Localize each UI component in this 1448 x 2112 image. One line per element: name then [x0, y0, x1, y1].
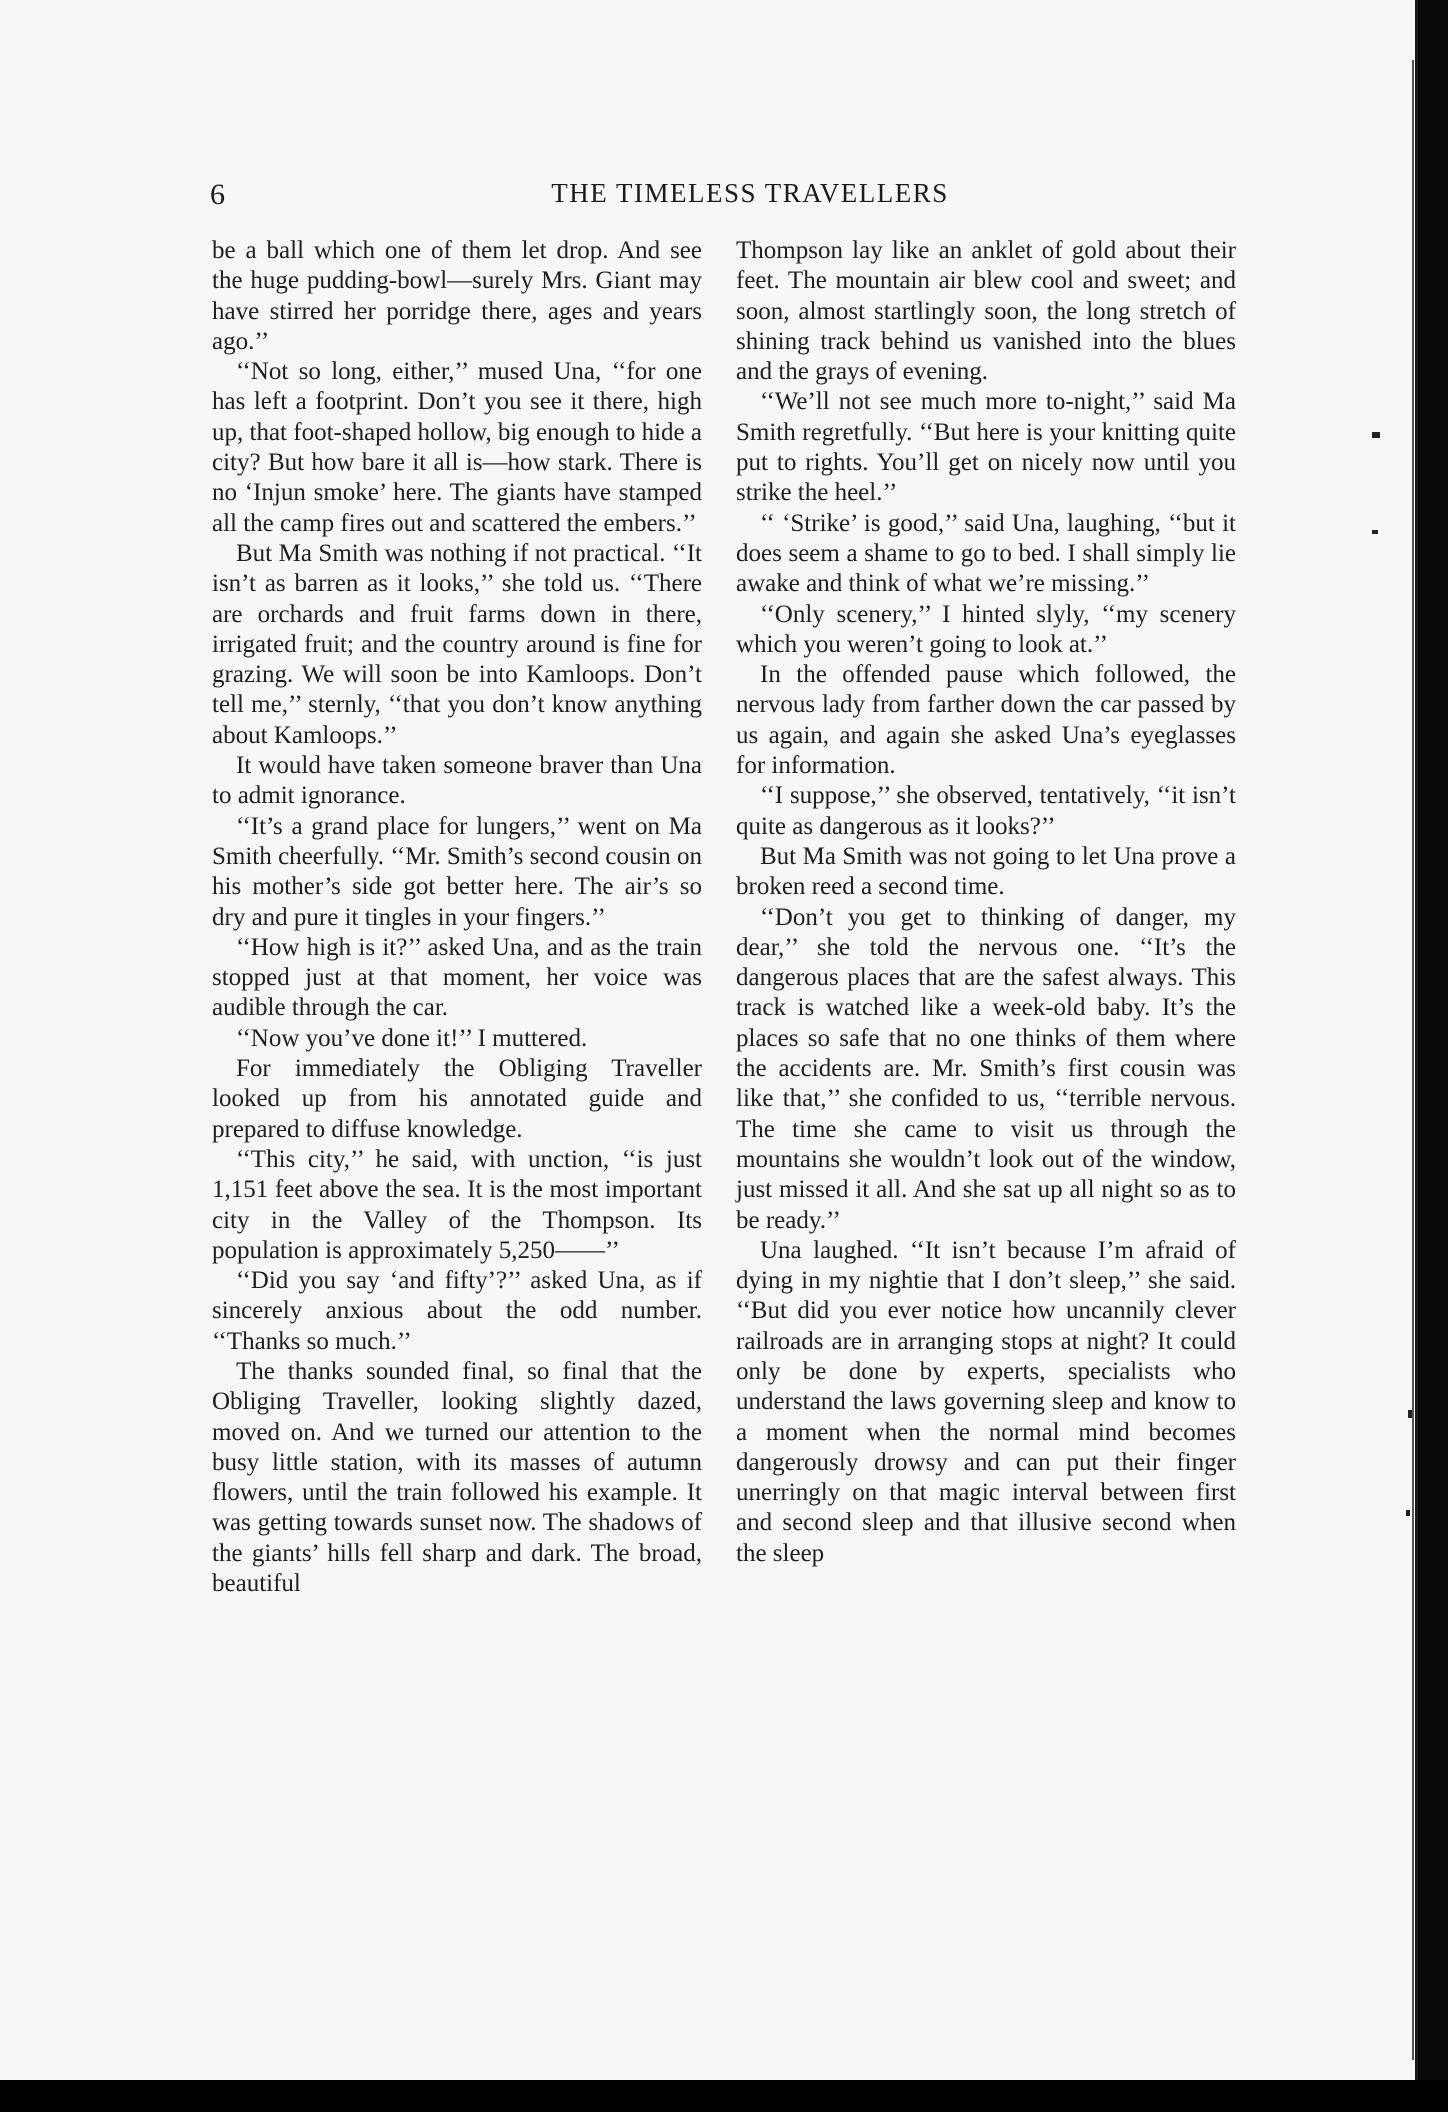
paragraph: ‘‘How high is it?’’ asked Una, and as the train stopped just at that moment, her voice was audible through the car. [212, 933, 702, 1022]
left-column [212, 236, 702, 1599]
paragraph: ‘‘Don’t you get to thinking of danger, my dear,’’ she told the nervous one. ‘‘It’s the dangerous places that are the safest always. This track is watched like a week-old baby. It’s the places so safe that no one thinks of them where the accidents are. Mr. Smith’s first cousin was like that,’’ she confided to us, ‘‘terrible nervous. The time she came to visit us through the mountains she wouldn’t look out of the window, just missed it all. And she sat up all night so as to be ready.’’ [736, 903, 1236, 1234]
page-number: 6 [210, 178, 227, 211]
margin-mark [1372, 530, 1378, 534]
margin-mark [1406, 1510, 1410, 1516]
paragraph: In the offended pause which followed, the nervous lady from farther down the car passed by us again, and again she asked Una’s eyeglasses for information. [736, 661, 1236, 780]
paragraph: ‘‘This city,’’ he said, with unction, ‘‘is just 1,151 feet above the sea. It is the most important city in the Valley of the Thompson. Its population is approximately 5,250——’’ [212, 1145, 702, 1264]
running-title: THE TIMELESS TRAVELLERS [551, 178, 949, 208]
paragraph: ‘‘Now you’ve done it!’’ I muttered. [236, 1024, 588, 1052]
paragraph: But Ma Smith was nothing if not practical. ‘‘It isn’t as barren as it looks,’’ she told us. ‘‘There are orchards and fruit farms down in there, irrigated fruit; and the country around is fine for grazing. We will soon be into Kamloops. Don’t tell me,’’ sternly, ‘‘that you don’t know anything about Kamloops.’’ [212, 539, 702, 749]
paragraph: Una laughed. ‘‘It isn’t because I’m afraid of dying in my nightie that I don’t sleep,’’ she said. ‘‘But did you ever notice how uncannily clever railroads are in arranging stops at night? It could only be done by experts, specialists who understand the laws governing sleep and know to a moment when the normal mind becomes dangerously drowsy and can put their finger unerringly on that magic interval between first and second sleep and that illusive second when the sleep [736, 1236, 1236, 1567]
paragraph: ‘‘We’ll not see much more to-night,’’ said Ma Smith regretfully. ‘‘But here is your knitting quite put to rights. You’ll get on nicely now until you strike the heel.’’ [736, 388, 1236, 507]
right-column [736, 236, 1236, 1569]
paragraph: Thompson lay like an anklet of gold about their feet. The mountain air blew cool and sweet; and soon, almost startlingly soon, the long stretch of shining track behind us vanished into the blues and the grays of evening. [736, 237, 1236, 386]
paragraph: It would have taken someone braver than Una to admit ignorance. [212, 752, 702, 810]
paragraph: ‘‘Not so long, either,’’ mused Una, ‘‘for one has left a footprint. Don’t you see it there, high up, that foot-shaped hollow, big enough to hide a city? But how bare it all is—how stark. There is no ‘Injun smoke’ here. The giants have stamped all the camp fires out and scattered the embers.’’ [212, 358, 702, 537]
paragraph: The thanks sounded final, so final that the Obliging Traveller, looking slightly dazed, moved on. And we turned our attention to the busy little station, with its masses of autumn flowers, until the train followed his example. It was getting towards sunset now. The shadows of the giants’ hills fell sharp and dark. The broad, beautiful [212, 1357, 702, 1598]
paragraph: ‘‘I suppose,’’ she observed, tentatively, ‘‘it isn’t quite as dangerous as it looks?’’ [736, 782, 1236, 840]
paragraph: be a ball which one of them let drop. And see the huge pudding-bowl—surely Mrs. Giant may have stirred her porridge there, ages and years ago.’’ [212, 237, 702, 355]
paragraph: But Ma Smith was not going to let Una prove a broken reed a second time. [736, 842, 1236, 901]
paragraph: ‘‘ ‘Strike’ is good,’’ said Una, laughing, ‘‘but it does seem a shame to go to bed. I shall simply lie awake and think of what we’re missing.’’ [736, 509, 1236, 598]
paragraph: ‘‘Only scenery,’’ I hinted slyly, ‘‘my scenery which you weren’t going to look at.’’ [736, 600, 1236, 658]
margin-mark [1372, 432, 1380, 438]
page-header [210, 178, 1230, 218]
scan-border [1418, 0, 1448, 2080]
paragraph: ‘‘It’s a grand place for lungers,’’ went on Ma Smith cheerfully. ‘‘Mr. Smith’s second cousin on his mother’s side got better here. The air’s so dry and pure it tingles in your fingers.’’ [212, 812, 702, 931]
paragraph: ‘‘Did you say ‘and fifty’?’’ asked Una, as if sincerely anxious about the odd number. ‘‘Thanks so much.’’ [212, 1267, 702, 1355]
page-fold-line [1412, 60, 1414, 2060]
paragraph: For immediately the Obliging Traveller looked up from his annotated guide and prepared to diffuse knowledge. [212, 1055, 702, 1143]
